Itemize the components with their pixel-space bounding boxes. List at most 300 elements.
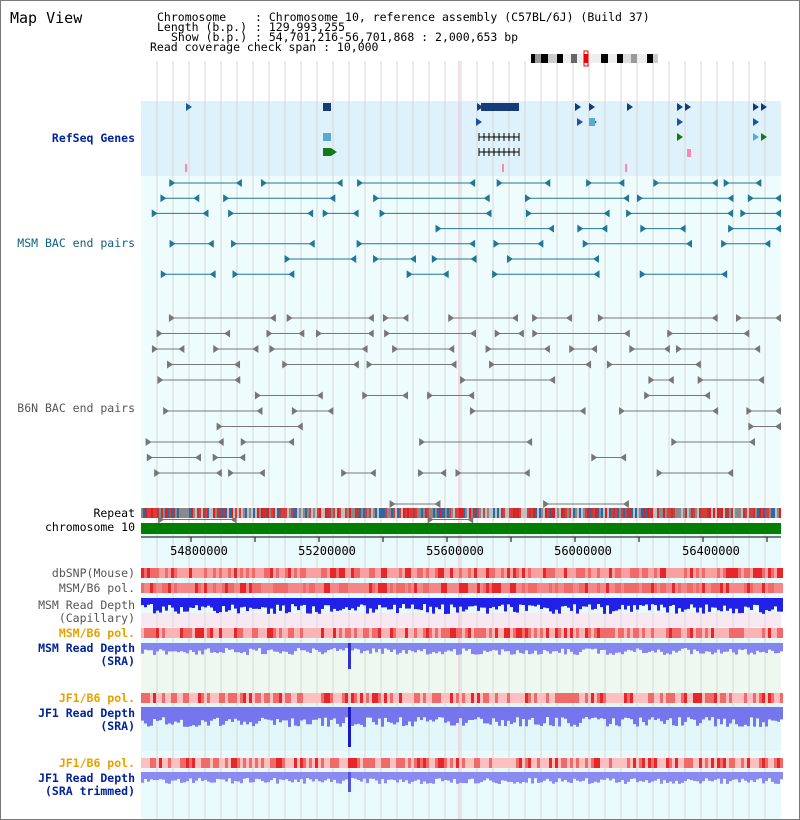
- repeat-segment: [559, 508, 561, 518]
- jf1-b6-pol-density: [573, 693, 576, 703]
- repeat-segment: [631, 508, 633, 518]
- jf1-b6-pol-density: [174, 693, 177, 703]
- msm-b6-pol-sra-density: [405, 628, 408, 638]
- jf1-trim-depth-bar: [765, 772, 768, 781]
- jf1-b6-pol-density: [678, 693, 681, 703]
- jf1-b6-pol-trim-density: [600, 758, 603, 768]
- msm-b6-pol-sra-density: [237, 628, 240, 638]
- repeat-segment: [771, 508, 773, 518]
- msm-b6-pol-sra-density: [414, 628, 417, 638]
- repeat-segment: [637, 508, 639, 518]
- repeat-segment: [263, 508, 265, 518]
- repeat-segment: [765, 508, 767, 518]
- repeat-segment: [163, 508, 165, 518]
- msm-b6-pol-sra-density: [513, 628, 516, 638]
- msm-b6-pol-sra-density: [480, 628, 483, 638]
- dbsnp-density: [627, 568, 630, 578]
- msm-capillary-depth-bar: [765, 598, 768, 610]
- msm-capillary-depth-bar: [474, 598, 477, 606]
- msm-b6-pol-density: [588, 583, 591, 593]
- repeat-segment: [299, 508, 301, 518]
- msm-sra-depth-bar: [444, 643, 447, 652]
- msm-capillary-depth-bar: [534, 598, 537, 606]
- jf1-trim-depth-bar: [177, 772, 180, 779]
- repeat-segment: [347, 508, 349, 518]
- jf1-sra-depth-bar: [432, 707, 435, 722]
- jf1-b6-pol-trim-density: [522, 758, 525, 768]
- dbsnp-density: [156, 568, 159, 578]
- jf1-b6-pol-trim-density: [270, 758, 273, 768]
- jf1-sra-depth-bar: [543, 707, 546, 723]
- msm-b6-pol-density: [444, 583, 447, 593]
- jf1-b6-pol-density: [753, 693, 756, 703]
- msm-b6-pol-sra-density: [402, 628, 405, 638]
- dbsnp-density: [444, 568, 447, 578]
- jf1-trim-depth-bar: [141, 772, 144, 783]
- jf1-b6-pol-trim-density: [588, 758, 591, 768]
- msm-b6-pol-density: [657, 583, 660, 593]
- jf1-trim-depth-bar: [225, 772, 228, 782]
- dbsnp-density: [192, 568, 195, 578]
- jf1-b6-pol-density: [738, 693, 741, 703]
- jf1-b6-pol-density: [396, 693, 399, 703]
- msm-sra-depth-bar: [459, 643, 462, 654]
- jf1-trim-depth-bar: [507, 772, 510, 782]
- msm-capillary-depth-bar: [705, 598, 708, 605]
- msm-b6-pol-sra-density: [207, 628, 210, 638]
- jf1-sra-depth-bar: [444, 707, 447, 723]
- repeat-segment: [379, 508, 381, 518]
- jf1-b6-pol-trim-density: [189, 758, 192, 768]
- msm-sra-depth-bar: [414, 643, 417, 652]
- repeat-segment: [551, 508, 553, 518]
- msm-b6-pol-density: [726, 583, 729, 593]
- msm-capillary-depth-bar: [684, 598, 687, 610]
- jf1-trim-depth-bar: [639, 772, 642, 781]
- jf1-b6-pol-trim-density: [579, 758, 582, 768]
- msm-sra-depth-bar: [438, 643, 441, 652]
- jf1-trim-depth-bar: [693, 772, 696, 781]
- jf1-trim-depth-bar: [171, 772, 174, 781]
- jf1-b6-pol-trim-density: [213, 758, 216, 768]
- jf1-sra-depth-bar: [288, 707, 291, 727]
- jf1-trim-depth-bar: [324, 772, 327, 780]
- repeat-segment: [411, 508, 413, 518]
- msm-capillary-depth-bar: [489, 598, 492, 608]
- jf1-b6-pol-trim-density: [372, 758, 375, 768]
- msm-capillary-depth-bar: [252, 598, 255, 609]
- jf1-trim-depth-bar: [510, 772, 513, 782]
- msm-b6-pol-density: [627, 583, 630, 593]
- msm-capillary-depth-bar: [468, 598, 471, 606]
- jf1-trim-depth-bar: [675, 772, 678, 781]
- jf1-b6-pol-trim-density: [393, 758, 396, 768]
- jf1-b6-pol-trim-density: [483, 758, 486, 768]
- msm-b6-pol-sra-density: [546, 628, 549, 638]
- msm-b6-pol-sra-density: [300, 628, 303, 638]
- dbsnp-density: [540, 568, 543, 578]
- repeat-segment: [729, 508, 731, 518]
- page-title: Map View: [10, 9, 83, 27]
- msm-b6-pol-sra-density: [534, 628, 537, 638]
- jf1-b6-pol-trim-density: [366, 758, 369, 768]
- jf1-trim-depth-bar: [144, 772, 147, 779]
- jf1-sra-depth-bar: [414, 707, 417, 722]
- repeat-segment: [219, 508, 221, 518]
- repeat-segment: [231, 508, 233, 518]
- msm-capillary-depth-bar: [282, 598, 285, 605]
- msm-sra-depth-bar: [378, 643, 381, 649]
- msm-b6-pol-sra-density: [690, 628, 693, 638]
- jf1-b6-pol-trim-density: [156, 758, 159, 768]
- msm-capillary-depth-bar: [465, 598, 468, 610]
- jf1-b6-pol-density: [288, 693, 291, 703]
- jf1-trim-depth-bar: [375, 772, 378, 781]
- msm-sra-depth-bar: [246, 643, 249, 655]
- jf1-b6-pol-density: [261, 693, 264, 703]
- jf1-trim-depth-bar: [252, 772, 255, 782]
- jf1-b6-pol-density: [357, 693, 360, 703]
- jf1-b6-pol-trim-density: [678, 758, 681, 768]
- msm-sra-depth-bar: [591, 643, 594, 649]
- jf1-trim-depth-bar: [495, 772, 498, 783]
- jf1-trim-depth-bar: [408, 772, 411, 784]
- msm-b6-pol-sra-density: [654, 628, 657, 638]
- msm-b6-pol-sra-density: [186, 628, 189, 638]
- jf1-b6-pol-density: [144, 693, 147, 703]
- jf1-b6-pol-density: [603, 693, 606, 703]
- repeat-segment: [735, 508, 737, 518]
- jf1-trim-depth-bar: [585, 772, 588, 778]
- msm-sra-depth-bar: [777, 643, 780, 653]
- jf1-b6-pol-trim-density: [444, 758, 447, 768]
- msm-capillary-depth-bar: [633, 598, 636, 605]
- msm-b6-pol-density: [522, 583, 525, 593]
- msm-b6-pol-sra-density: [696, 628, 699, 638]
- repeat-segment: [309, 508, 311, 518]
- dbsnp-density: [345, 568, 348, 578]
- ideogram-band: [571, 54, 577, 63]
- jf1-sra-depth-bar: [753, 707, 756, 727]
- msm-capillary-depth-bar: [336, 598, 339, 611]
- msm-b6-pol-density: [681, 583, 684, 593]
- jf1-trim-depth-bar: [273, 772, 276, 778]
- msm-b6-pol-density: [579, 583, 582, 593]
- jf1-trim-depth-bar: [243, 772, 246, 779]
- repeat-segment: [639, 508, 641, 518]
- jf1-b6-pol-trim-density: [486, 758, 489, 768]
- repeat-segment: [205, 508, 207, 518]
- jf1-b6-pol-density: [720, 693, 723, 703]
- dbsnp-density: [699, 568, 702, 578]
- jf1-trim-depth-bar: [699, 772, 702, 783]
- jf1-sra-depth-bar: [762, 707, 765, 722]
- jf1-b6-pol-density: [762, 693, 765, 703]
- msm-capillary-depth-bar: [423, 598, 426, 604]
- repeat-segment: [753, 508, 755, 518]
- jf1-trim-depth-bar: [654, 772, 657, 781]
- jf1-b6-pol-density: [222, 693, 225, 703]
- jf1-b6-pol-trim-density: [456, 758, 459, 768]
- msm-capillary-depth-bar: [399, 598, 402, 608]
- msm-capillary-depth-bar: [387, 598, 390, 609]
- jf1-b6-pol-trim-density: [639, 758, 642, 768]
- jf1-sra-depth-bar: [453, 707, 456, 725]
- jf1-b6-pol-density: [699, 693, 702, 703]
- msm-b6-pol-sra-density: [378, 628, 381, 638]
- msm-b6-pol-sra-density: [726, 628, 729, 638]
- dbsnp-density: [279, 568, 282, 578]
- dbsnp-density: [612, 568, 615, 578]
- jf1-b6-pol-density: [498, 693, 501, 703]
- dbsnp-density: [201, 568, 204, 578]
- msm-capillary-depth-bar: [687, 598, 690, 609]
- msm-sra-depth-bar: [480, 643, 483, 654]
- jf1-sra-depth-bar: [660, 707, 663, 721]
- repeat-segment: [541, 508, 543, 518]
- jf1-b6-pol-density: [381, 693, 384, 703]
- jf1-trim-depth-bar: [378, 772, 381, 784]
- jf1-trim-depth-bar: [546, 772, 549, 779]
- msm-capillary-depth-bar: [372, 598, 375, 613]
- jf1-b6-pol-trim-density: [405, 758, 408, 768]
- jf1-trim-depth-bar: [285, 772, 288, 779]
- dbsnp-density: [663, 568, 666, 578]
- jf1-sra-depth-bar: [774, 707, 777, 721]
- repeat-segment: [191, 508, 193, 518]
- repeat-segment: [405, 508, 407, 518]
- jf1-b6-pol-trim-density: [546, 758, 549, 768]
- jf1-b6-pol-density: [564, 693, 567, 703]
- repeat-segment: [635, 508, 637, 518]
- repeat-segment: [275, 508, 277, 518]
- jf1-b6-pol-trim-density: [753, 758, 756, 768]
- jf1-b6-pol-density: [354, 693, 357, 703]
- dbsnp-density: [210, 568, 213, 578]
- jf1-b6-pol-density: [651, 693, 654, 703]
- dbsnp-density: [429, 568, 432, 578]
- msm-sra-depth-bar: [321, 643, 324, 654]
- msm-capillary-depth-bar: [780, 598, 783, 612]
- dbsnp-density: [726, 568, 729, 578]
- msm-b6-pol-sra-density: [195, 628, 198, 638]
- jf1-sra-depth-bar: [330, 707, 333, 720]
- jf1-b6-pol-trim-density: [381, 758, 384, 768]
- dbsnp-density: [366, 568, 369, 578]
- msm-capillary-depth-bar: [177, 598, 180, 614]
- jf1-sra-depth-bar: [309, 707, 312, 724]
- repeat-segment: [317, 508, 319, 518]
- msm-sra-depth-bar: [630, 643, 633, 651]
- dbsnp-density: [417, 568, 420, 578]
- jf1-sra-depth-bar: [234, 707, 237, 719]
- msm-b6-pol-sra-density: [342, 628, 345, 638]
- jf1-b6-pol-density: [609, 693, 612, 703]
- jf1-trim-depth-bar: [540, 772, 543, 782]
- msm-capillary-depth-bar: [288, 598, 291, 612]
- repeat-segment: [247, 508, 249, 518]
- msm-b6-pol-density: [759, 583, 762, 593]
- msm-b6-pol-sra-density: [204, 628, 207, 638]
- msm-capillary-depth-bar: [699, 598, 702, 608]
- jf1-b6-pol-trim-density: [480, 758, 483, 768]
- jf1-trim-depth-bar: [603, 772, 606, 780]
- jf1-sra-depth-bar: [159, 707, 162, 720]
- jf1-sra-depth-bar: [435, 707, 438, 719]
- msm-b6-pol-density: [306, 583, 309, 593]
- jf1-b6-pol-trim-density: [576, 758, 579, 768]
- msm-b6-pol-sra-density: [294, 628, 297, 638]
- jf1-sra-depth-bar: [708, 707, 711, 720]
- jf1-sra-depth-bar: [225, 707, 228, 721]
- jf1-b6-pol-trim-density: [567, 758, 570, 768]
- jf1-b6-pol-trim-density: [387, 758, 390, 768]
- jf1-b6-pol-trim-density: [369, 758, 372, 768]
- msm-b6-pol-density: [162, 583, 165, 593]
- msm-sra-depth-bar: [231, 643, 234, 649]
- jf1-trim-depth-bar: [456, 772, 459, 784]
- jf1-sra-depth-bar: [561, 707, 564, 717]
- jf1-b6-pol-density: [627, 693, 630, 703]
- msm-b6-pol-sra-density: [315, 628, 318, 638]
- dbsnp-density: [264, 568, 267, 578]
- repeat-segment: [155, 508, 157, 518]
- jf1-b6-pol-density: [477, 693, 480, 703]
- msm-capillary-depth-bar: [294, 598, 297, 606]
- jf1-b6-pol-trim-density: [561, 758, 564, 768]
- jf1-b6-pol-trim-density: [330, 758, 333, 768]
- msm-b6-pol-sra-density: [147, 628, 150, 638]
- msm-b6-pol-sra-density: [606, 628, 609, 638]
- dbsnp-density: [489, 568, 492, 578]
- jf1-b6-pol-density: [561, 693, 564, 703]
- msm-sra-depth-bar: [747, 643, 750, 654]
- jf1-trim-depth-bar: [627, 772, 630, 782]
- msm-sra-depth-bar: [780, 643, 783, 651]
- msm-capillary-depth-bar: [519, 598, 522, 605]
- jf1-sra-depth-bar: [255, 707, 258, 724]
- jf1-b6-pol-trim-density: [318, 758, 321, 768]
- track-label-jf1-b6-pol-2: JF1/B6 pol.: [58, 756, 135, 770]
- jf1-b6-pol-trim-density: [348, 758, 351, 768]
- jf1-sra-depth-bar: [633, 707, 636, 724]
- jf1-b6-pol-density: [159, 693, 162, 703]
- jf1-b6-pol-trim-density: [297, 758, 300, 768]
- jf1-sra-depth-bar: [627, 707, 630, 718]
- jf1-b6-pol-trim-density: [420, 758, 423, 768]
- repeat-segment: [381, 508, 383, 518]
- repeat-segment: [675, 508, 677, 518]
- repeat-segment: [539, 508, 541, 518]
- dbsnp-density: [396, 568, 399, 578]
- jf1-b6-pol-density: [747, 693, 750, 703]
- msm-sra-depth-bar: [300, 643, 303, 650]
- jf1-b6-pol-trim-density: [573, 758, 576, 768]
- jf1-sra-depth-bar: [384, 707, 387, 718]
- show-info-value: : 54,701,216-56,701,868 : 2,000,653 bp: [255, 30, 519, 44]
- dbsnp-density: [501, 568, 504, 578]
- dbsnp-density: [276, 568, 279, 578]
- jf1-sra-depth-bar: [246, 707, 249, 724]
- ideogram-band: [577, 54, 584, 63]
- msm-capillary-depth-bar: [642, 598, 645, 606]
- repeat-segment: [157, 508, 159, 518]
- jf1-b6-pol-density: [528, 693, 531, 703]
- dbsnp-density: [318, 568, 321, 578]
- msm-sra-depth-bar: [507, 643, 510, 651]
- jf1-trim-depth-bar: [435, 772, 438, 779]
- repeat-segment: [153, 508, 155, 518]
- dbsnp-density: [630, 568, 633, 578]
- dbsnp-density: [594, 568, 597, 578]
- jf1-b6-pol-trim-density: [300, 758, 303, 768]
- jf1-sra-depth-bar: [525, 707, 528, 726]
- jf1-trim-depth-bar: [552, 772, 555, 784]
- jf1-b6-pol-density: [537, 693, 540, 703]
- msm-b6-pol-sra-density: [399, 628, 402, 638]
- jf1-b6-pol-trim-density: [429, 758, 432, 768]
- jf1-b6-pol-trim-density: [303, 758, 306, 768]
- msm-capillary-depth-bar: [195, 598, 198, 605]
- msm-b6-pol-density: [159, 583, 162, 593]
- dbsnp-density: [450, 568, 453, 578]
- msm-sra-depth-bar: [159, 643, 162, 649]
- repeat-segment: [595, 508, 597, 518]
- msm-b6-pol-density: [396, 583, 399, 593]
- dbsnp-density: [399, 568, 402, 578]
- jf1-trim-depth-bar: [261, 772, 264, 781]
- msm-b6-pol-sra-density: [594, 628, 597, 638]
- dbsnp-density: [273, 568, 276, 578]
- repeat-segment: [577, 508, 579, 518]
- dbsnp-density: [573, 568, 576, 578]
- jf1-trim-depth-bar: [489, 772, 492, 780]
- jf1-b6-pol-density: [591, 693, 594, 703]
- jf1-sra-depth-bar: [648, 707, 651, 720]
- jf1-b6-pol-density: [567, 693, 570, 703]
- jf1-sra-depth-bar: [597, 707, 600, 719]
- repeat-segment: [351, 508, 353, 518]
- dbsnp-density: [519, 568, 522, 578]
- jf1-sra-depth-bar: [168, 707, 171, 723]
- jf1-b6-pol-density: [690, 693, 693, 703]
- jf1-trim-depth-bar: [525, 772, 528, 783]
- ideogram-band: [617, 54, 623, 63]
- jf1-b6-pol-trim-density: [183, 758, 186, 768]
- msm-sra-depth-bar: [657, 643, 660, 650]
- dbsnp-density: [462, 568, 465, 578]
- msm-capillary-depth-bar: [231, 598, 234, 605]
- dbsnp-density: [678, 568, 681, 578]
- repeat-segment: [159, 508, 161, 518]
- msm-capillary-depth-bar: [702, 598, 705, 614]
- repeat-segment: [571, 508, 573, 518]
- msm-b6-pol-density: [492, 583, 495, 593]
- msm-b6-pol-density: [285, 583, 288, 593]
- msm-sra-depth-bar: [522, 643, 525, 654]
- msm-capillary-depth-bar: [447, 598, 450, 614]
- msm-sra-depth-bar: [516, 643, 519, 650]
- jf1-b6-pol-trim-density: [225, 758, 228, 768]
- msm-b6-pol-density: [450, 583, 453, 593]
- repeat-segment: [355, 508, 357, 518]
- dbsnp-density: [237, 568, 240, 578]
- msm-b6-pol-density: [432, 583, 435, 593]
- jf1-b6-pol-density: [513, 693, 516, 703]
- msm-capillary-depth-bar: [522, 598, 525, 605]
- msm-sra-depth-bar: [498, 643, 501, 655]
- msm-b6-pol-sra-density: [531, 628, 534, 638]
